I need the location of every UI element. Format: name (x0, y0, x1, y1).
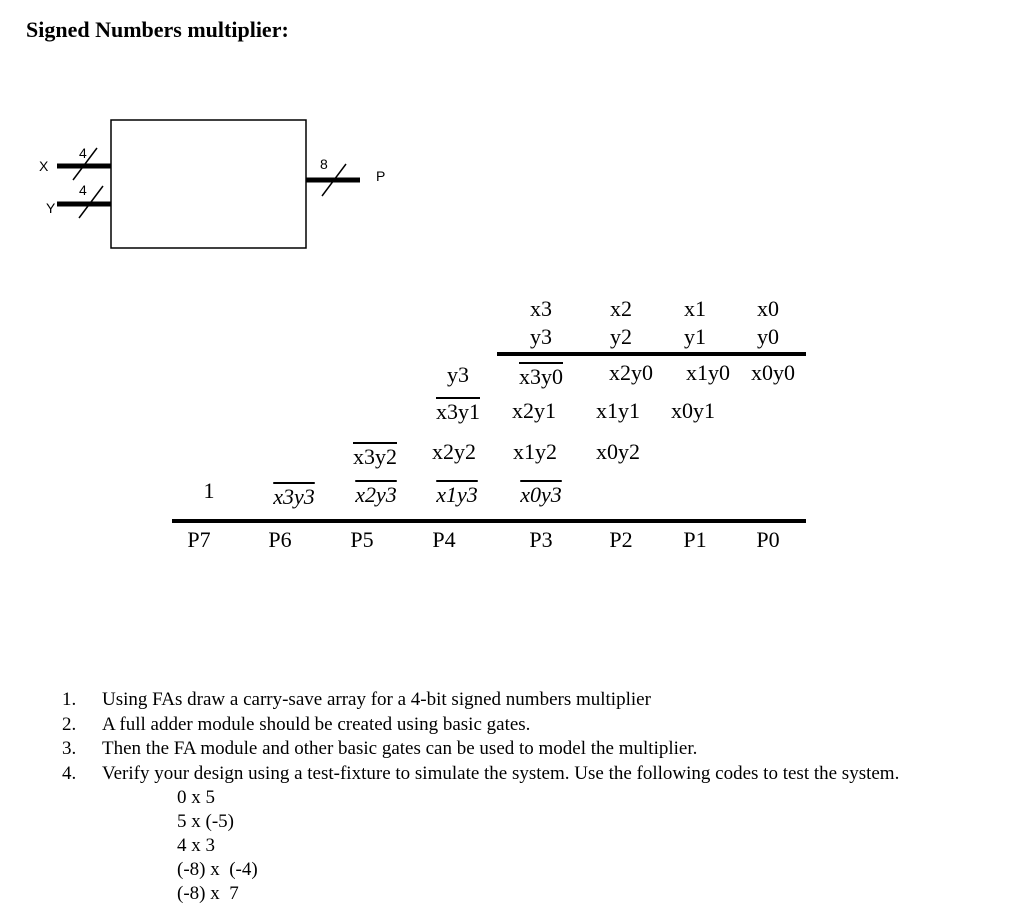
list-item-text: Then the FA module and other basic gates can be used to model the multiplier. (102, 738, 698, 759)
partial-product-term: x2y0 (609, 360, 653, 385)
multiplicand-bit: x0 (757, 296, 779, 321)
test-codes-list (177, 786, 258, 906)
list-item-text: A full adder module should be created using basic gates. (102, 713, 531, 735)
multiplier-bit: y0 (757, 324, 779, 349)
list-item (62, 688, 899, 713)
partial-product-term: x1y3 (436, 482, 478, 507)
instruction-list (62, 688, 899, 786)
partial-product-term: x0y0 (751, 360, 795, 385)
product-bit: P3 (529, 527, 553, 552)
test-code: 0 x 5 (177, 787, 215, 808)
page-title: Signed Numbers multiplier: (26, 17, 289, 42)
correction-constant: 1 (203, 478, 215, 503)
product-bit: P4 (432, 527, 456, 552)
partial-product-term: x0y3 (520, 482, 562, 507)
list-item-number: 1. (62, 689, 77, 710)
partial-product-term: x2y2 (432, 439, 476, 464)
product-separator-line (172, 519, 806, 523)
y-width-label: 4 (79, 182, 87, 198)
partial-product-term: x1y2 (513, 439, 557, 464)
test-code: (-8) x 7 (177, 883, 239, 904)
list-item (62, 737, 899, 762)
list-item-number: 3. (62, 738, 77, 759)
product-bit: P5 (350, 527, 374, 552)
partial-product-term: x2y1 (512, 398, 556, 423)
operand-separator-line (497, 352, 806, 356)
product-bit: P1 (683, 527, 707, 552)
partial-product-term: x3y3 (273, 484, 315, 509)
partial-product-term: x3y1 (436, 399, 480, 424)
multiplier-bit: y1 (684, 324, 706, 349)
test-code: 5 x (-5) (177, 811, 234, 832)
p-output-label: P (376, 168, 386, 184)
multiplicand-bit: x1 (684, 296, 706, 321)
p-width-label: 8 (320, 156, 328, 172)
partial-product-term: x2y3 (355, 482, 397, 507)
partial-product-term: x0y1 (671, 398, 715, 423)
multiplier-block-svg (0, 0, 420, 260)
product-bit: P2 (609, 527, 633, 552)
partial-product-term: x0y2 (596, 439, 640, 464)
y-input-label: Y (46, 200, 56, 216)
test-code: (-8) x (-4) (177, 859, 258, 880)
list-item-text: Verify your design using a test-fixture to simulate the system. Use the following codes to test the system. (102, 762, 900, 784)
partial-product-term: x1y0 (686, 360, 730, 385)
product-bit: P0 (756, 527, 780, 552)
partial-product-term: x3y2 (353, 444, 397, 469)
sign-extension-term: y3 (447, 362, 469, 387)
list-item-text: Using FAs draw a carry-save array for a 4-bit signed numbers multiplier (102, 689, 651, 710)
multiplier-bit: y2 (610, 324, 632, 349)
product-bit: P7 (187, 527, 211, 552)
list-item (62, 713, 899, 738)
partial-product-term: x3y0 (519, 364, 563, 389)
x-input-label: X (39, 158, 49, 174)
list-item (62, 762, 899, 787)
partial-product-term: x1y1 (596, 398, 640, 423)
multiplicand-bit: x2 (610, 296, 632, 321)
list-item-number: 2. (62, 713, 77, 735)
test-code: 4 x 3 (177, 835, 215, 856)
multiplier-bit: y3 (530, 324, 552, 349)
multiplier-box (111, 120, 306, 248)
list-item-number: 4. (62, 762, 77, 784)
multiplicand-bit: x3 (530, 296, 552, 321)
product-bit: P6 (268, 527, 292, 552)
x-width-label: 4 (79, 145, 87, 161)
